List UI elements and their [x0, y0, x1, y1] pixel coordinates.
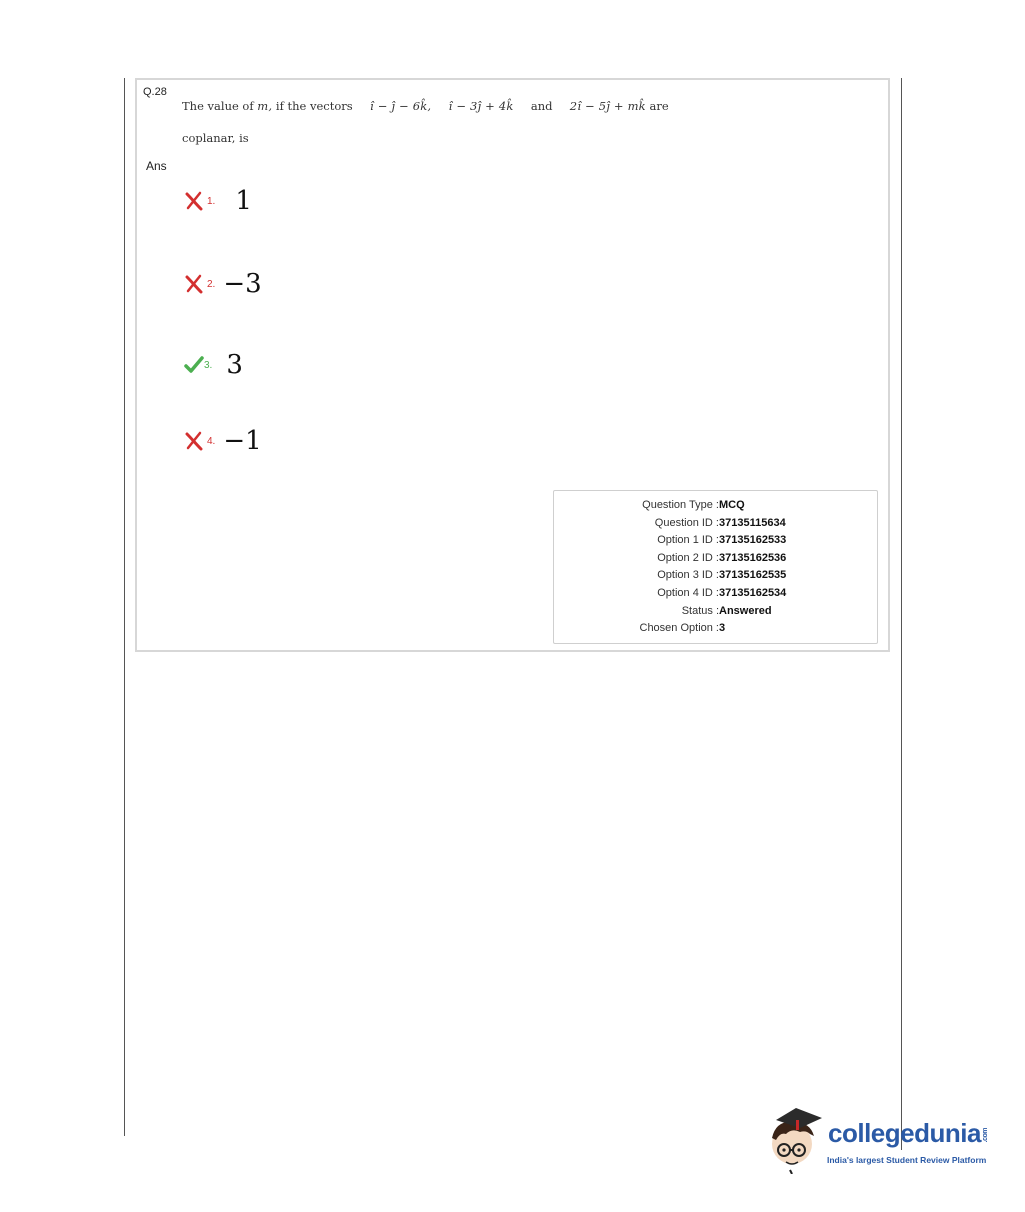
chosen-option-value: 3	[719, 622, 726, 634]
question-id-value: 37135115634	[719, 517, 786, 529]
brand-name	[828, 1118, 989, 1149]
question-text-end: are	[649, 99, 669, 113]
question-conj: and	[530, 99, 553, 113]
cross-icon	[184, 191, 204, 211]
cross-icon	[184, 431, 204, 451]
option2-id-label: Option 2 ID :	[657, 552, 719, 564]
page-border-right	[901, 78, 902, 1150]
question-type-value: MCQ	[719, 499, 745, 511]
check-icon	[184, 355, 204, 375]
option-4	[184, 426, 262, 456]
mascot-logo-icon	[766, 1104, 828, 1174]
status-value: Answered	[719, 605, 772, 617]
vector-2: î − 3ĵ + 4k̂	[448, 99, 514, 113]
option-1-number: 1.	[207, 195, 216, 207]
chosen-option-label: Chosen Option :	[639, 622, 719, 634]
question-info-panel	[553, 490, 878, 644]
status-label: Status :	[681, 605, 719, 617]
option4-id-value: 37135162534	[719, 587, 787, 599]
page-border-left	[124, 78, 125, 1136]
brand-suffix: .com	[981, 1128, 989, 1143]
question-id-label: Question ID :	[654, 517, 719, 529]
brand-text: collegedunia	[828, 1118, 981, 1148]
brand-tagline: India's largest Student Review Platform	[827, 1155, 987, 1165]
question-text	[182, 99, 669, 145]
option4-id-label: Option 4 ID :	[657, 587, 719, 599]
answer-label: Ans	[146, 159, 167, 173]
question-type-label: Question Type :	[642, 499, 719, 511]
option2-id-value: 37135162536	[719, 552, 787, 564]
option-1-value: 1	[235, 186, 252, 216]
vector-3: 2î − 5ĵ + mk̂	[569, 99, 646, 113]
question-variable: m,	[257, 99, 273, 113]
option1-id-value: 37135162533	[719, 534, 787, 546]
option-3-number: 3.	[204, 359, 213, 371]
option-3-value: 3	[226, 350, 243, 380]
option3-id-label: Option 3 ID :	[657, 569, 719, 581]
cross-icon	[184, 274, 204, 294]
vector-1: î − ĵ − 6k̂,	[370, 99, 432, 113]
option-3	[184, 350, 243, 380]
option-4-number: 4.	[207, 435, 216, 447]
question-text-mid: if the vectors	[275, 99, 353, 113]
question-text-line2: coplanar, is	[182, 131, 249, 145]
question-number: Q.28	[143, 86, 167, 98]
option-2-value: −3	[223, 269, 262, 299]
option-1	[184, 186, 252, 216]
option1-id-label: Option 1 ID :	[657, 534, 719, 546]
question-text-prefix: The value of	[182, 99, 254, 113]
option3-id-value: 37135162535	[719, 569, 787, 581]
option-4-value: −1	[223, 426, 262, 456]
option-2	[184, 269, 262, 299]
option-2-number: 2.	[207, 278, 216, 290]
